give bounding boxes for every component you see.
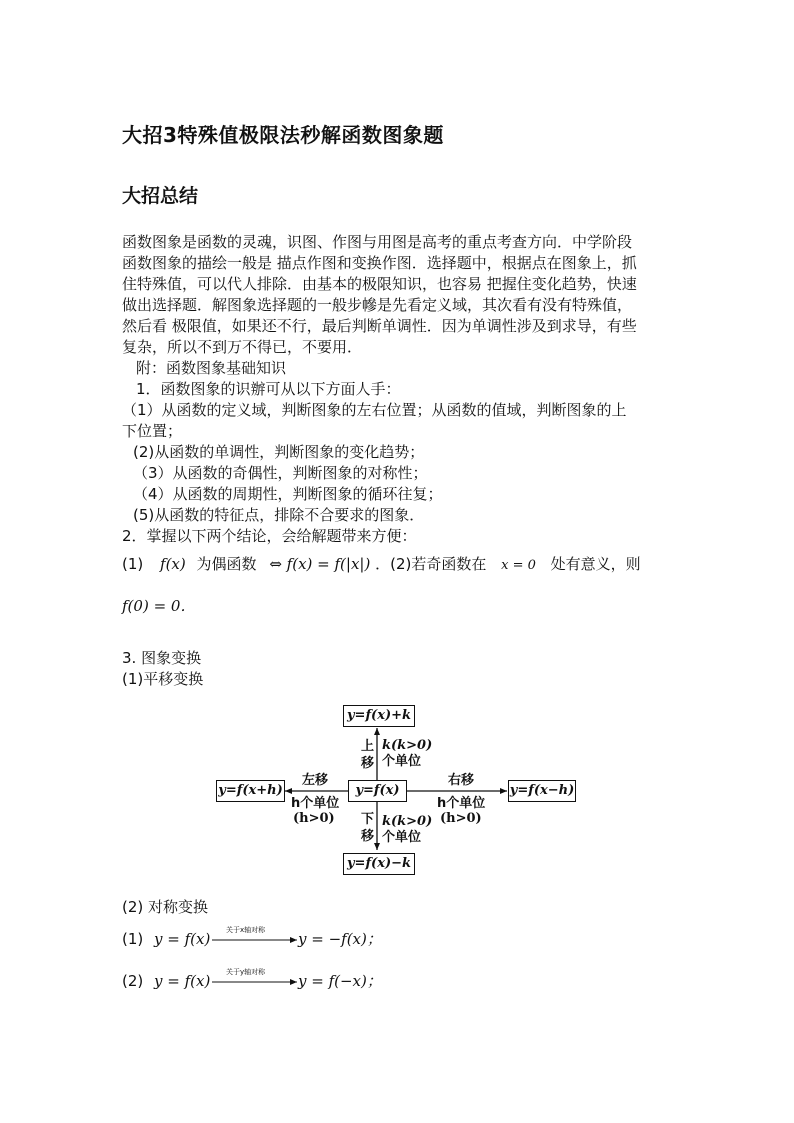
- label-down-unit: 个单位: [382, 830, 422, 845]
- box-shift-up: y=f(x)+k: [343, 705, 415, 727]
- list-subitem: （4）从函数的周期性，判断图象的循环往复；: [133, 485, 443, 503]
- list-subitem: 下位置；: [122, 422, 183, 440]
- label-up-condition: k(k>0): [382, 738, 433, 753]
- conclusion-text: 处有意义，则: [550, 555, 641, 573]
- conclusion-number: (1): [122, 555, 144, 573]
- list-subitem: (2)从函数的单调性，判断图象的变化趋势；: [133, 443, 425, 461]
- label-up-unit: 个单位: [382, 754, 422, 769]
- rule-number: (1): [122, 930, 144, 948]
- page-title: 大招3特殊值极限法秒解函数图象题: [122, 123, 444, 147]
- rule-rhs: y = f(−x)；: [298, 972, 382, 990]
- list-subitem: (5)从函数的特征点，排除不合要求的图象．: [133, 506, 425, 524]
- box-shift-right: y=f(x−h): [508, 780, 576, 802]
- paragraph-line: 函数图象是函数的灵魂，识图、作图与用图是高考的重点考查方向．中学阶段: [122, 233, 633, 251]
- box-center: y=f(x): [348, 780, 407, 802]
- list-item-2: 2．掌握以下两个结论，会给解题带来方便：: [122, 527, 417, 545]
- rule-lhs: y = f(x): [154, 930, 211, 948]
- box-shift-down: y=f(x)−k: [343, 853, 415, 875]
- rule-arrow-label: 关于x轴对称: [226, 926, 266, 934]
- paragraph-line: 函数图象的描绘一般是 描点作图和变换作图．选择题中，根据点在图象上，抓: [122, 254, 637, 272]
- label-left-unit: h个单位: [291, 796, 340, 811]
- rule-lhs: y = f(x): [154, 972, 211, 990]
- list-subitem: （1）从函数的定义域，判断图象的左右位置；从函数的值域，判断图象的上: [122, 401, 627, 419]
- list-item-3: 3. 图象变换: [122, 649, 202, 667]
- label-down-condition: k(k>0): [382, 814, 433, 829]
- paragraph-line: 然后看 极限值，如果还不行，最后判断单调性．因为单调性涉及到求导，有些: [122, 317, 637, 335]
- rule-number: (2): [122, 972, 144, 990]
- list-subitem: （3）从函数的奇偶性，判断图象的对称性；: [133, 464, 428, 482]
- appendix-heading: 附：函数图象基础知识: [136, 359, 287, 377]
- rule-arrow-label: 关于y轴对称: [226, 968, 266, 976]
- list-item-1: 1．函数图象的识辦可从以下方面人手：: [136, 380, 401, 398]
- label-left-condition: (h>0): [293, 811, 335, 826]
- conclusion-text: 为偶函数: [196, 555, 257, 573]
- symmetry-heading: (2) 对称变换: [122, 898, 209, 916]
- label-right-condition: (h>0): [440, 811, 482, 826]
- rule-rhs: y = −f(x)；: [298, 930, 382, 948]
- box-shift-left: y=f(x+h): [216, 780, 285, 802]
- label-left: 左移: [302, 773, 329, 788]
- conclusion-text: ．(2)若奇函数在: [375, 555, 487, 573]
- math-x-zero: x = 0: [501, 558, 536, 573]
- math-even-condition: ⇔ f(x) = f(|x|): [269, 555, 371, 573]
- paragraph-line: 住特殊值，可以代人排除．由基本的极限知识，也容易 把握住变化趋势，快速: [122, 275, 637, 293]
- label-right: 右移: [448, 773, 475, 788]
- translation-heading: (1)平移变换: [122, 670, 204, 688]
- paragraph-line: 做出选择题．解图象选择题的一般步幓是先看定义域，其次看有没有特殊值，: [122, 296, 633, 314]
- label-down: 下移: [361, 812, 375, 844]
- math-fx: f(x): [160, 555, 186, 573]
- paragraph-line: 复杂，所以不到万不得已，不要用．: [122, 338, 363, 356]
- label-right-unit: h个单位: [437, 796, 486, 811]
- section-title: 大招总结: [122, 185, 199, 207]
- math-f0: f(0) = 0．: [122, 597, 196, 615]
- label-up: 上移: [361, 739, 375, 771]
